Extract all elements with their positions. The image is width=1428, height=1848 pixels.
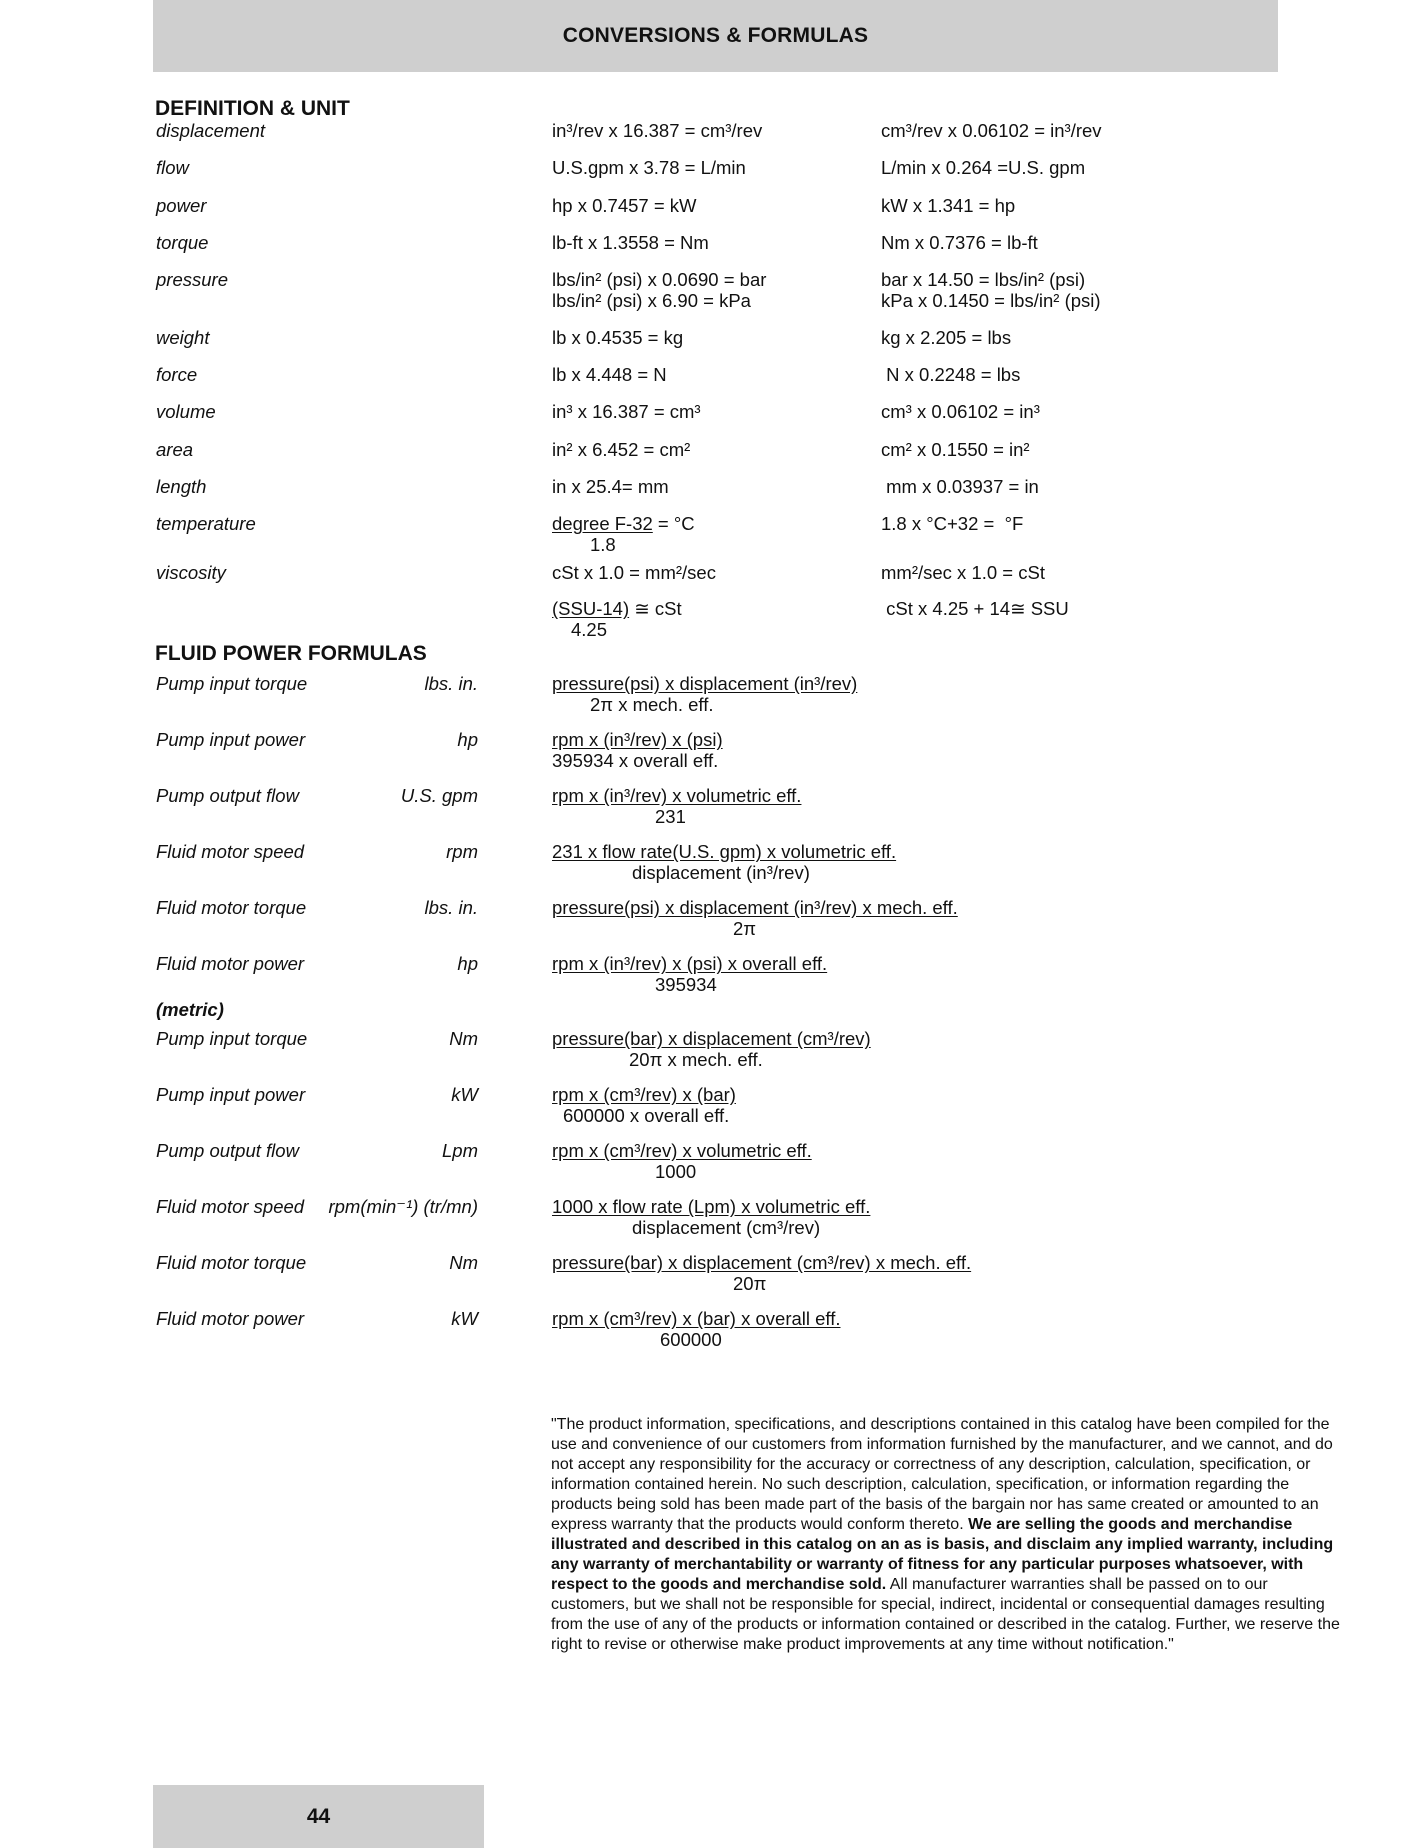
formula-unit: Lpm [442, 1140, 478, 1161]
conversion-us-to-metric: cSt x 1.0 = mm²/sec [552, 562, 716, 583]
formula [552, 1252, 971, 1294]
formula [552, 729, 723, 771]
conversion-us-to-metric [552, 513, 695, 555]
conversion-us-to-metric: U.S.gpm x 3.78 = L/min [552, 157, 746, 178]
formula-denominator: displacement (cm³/rev) [632, 1217, 821, 1238]
formula-numerator: pressure(bar) x displacement (cm³/rev) x mech. eff. [552, 1252, 972, 1273]
definition-label: force [156, 364, 198, 385]
definition-label: power [156, 195, 207, 216]
conversion-metric-to-us [881, 269, 1101, 311]
conversion-metric-to-us: cm³ x 0.06102 = in³ [881, 401, 1040, 422]
formula-label: Fluid motor power [156, 953, 305, 974]
formula [552, 673, 857, 715]
definition-label: displacement [156, 120, 266, 141]
disclaimer-text [551, 1415, 1341, 1655]
formula-denominator: 600000 x overall eff. [563, 1105, 730, 1126]
formula-denominator: displacement (in³/rev) [632, 862, 810, 883]
definition-label: flow [156, 157, 189, 178]
formula-result: ≅ cSt [629, 598, 682, 619]
conversion-metric-to-us: L/min x 0.264 =U.S. gpm [881, 157, 1086, 178]
formula-numerator: rpm x (cm³/rev) x (bar) [552, 1084, 736, 1105]
formula-result: = °C [652, 513, 695, 534]
formula-numerator: pressure(psi) x displacement (in³/rev) x mech. eff. [552, 897, 958, 918]
page-title: CONVERSIONS & FORMULAS [562, 24, 869, 47]
formula-label: Fluid motor power [156, 1308, 305, 1329]
formula-numerator: rpm x (cm³/rev) x (bar) x overall eff. [552, 1308, 841, 1329]
page-header [153, 0, 1278, 72]
formula-unit: kW [451, 1308, 478, 1329]
formula-label: Fluid motor torque [156, 1252, 307, 1273]
conversion-us-to-metric: in² x 6.452 = cm² [552, 439, 691, 460]
formula-unit: hp [457, 953, 478, 974]
conversion-us-to-metric: lb x 0.4535 = kg [552, 327, 684, 348]
definition-label: viscosity [156, 562, 226, 583]
formula-denominator: 1000 [655, 1161, 697, 1182]
formula [552, 1084, 736, 1126]
definition-section-title: DEFINITION & UNIT [155, 97, 350, 120]
conversion-line: lbs/in² (psi) x 0.0690 = bar [552, 269, 767, 290]
formula-denominator: 20π [733, 1273, 767, 1294]
formula-label: Fluid motor torque [156, 897, 307, 918]
disclaimer-bold-part: We are selling the goods and merchandise illustrated and described in this catalog on an as is basis, and disclaim any implied warranty, including any warranty of merchantability or warranty of fitness for any particular purposes whatsoever, with respect to the goods and merchandise sold. [551, 1516, 1334, 1593]
conversion-metric-to-us: Nm x 0.7376 = lb-ft [881, 232, 1038, 253]
formula [552, 1140, 812, 1182]
formula-denominator: 1.8 [590, 534, 616, 555]
conversion-metric-to-us: mm x 0.03937 = in [881, 476, 1039, 497]
conversion-us-to-metric: lb x 4.448 = N [552, 364, 667, 385]
formula-numerator: rpm x (cm³/rev) x volumetric eff. [552, 1140, 812, 1161]
formula-unit: lbs. in. [424, 673, 478, 694]
conversion-us-to-metric [552, 269, 766, 311]
metric-label: (metric) [156, 999, 224, 1020]
formula-label: Pump input power [156, 729, 306, 750]
formula-numerator: pressure(bar) x displacement (cm³/rev) [552, 1028, 871, 1049]
formula-denominator: 20π x mech. eff. [629, 1049, 763, 1070]
definition-label: temperature [156, 513, 256, 534]
conversion-line: lbs/in² (psi) x 6.90 = kPa [552, 290, 751, 311]
conversion-metric-to-us: N x 0.2248 = lbs [881, 364, 1021, 385]
conversion-metric-to-us: cSt x 4.25 + 14≅ SSU [881, 598, 1069, 619]
formula-label: Pump input power [156, 1084, 306, 1105]
disclaimer-part: All manufacturer warranties shall be passed on to our customers, but we shall not be responsible for special, indirect, incidental or consequential damages resulting from the use of any of the products or information contained or described in the catalog. Further, we reserve the right to revise or otherwise make product improvements at any time without notification." [551, 1576, 1340, 1653]
formula-denominator: 2π x mech. eff. [590, 694, 714, 715]
definition-label: weight [156, 327, 210, 348]
conversion-metric-to-us: 1.8 x °C+32 = °F [881, 513, 1024, 534]
conversion-metric-to-us: mm²/sec x 1.0 = cSt [881, 562, 1045, 583]
disclaimer-part: "The product information, specifications, and descriptions contained in this catalog have been compiled for the use and convenience of our customers from information furnished by the manufacturer, and we cannot, and do not accept any responsibility for the accuracy or correctness of any description, calculation, specification, or information contained herein. No such description, calculation, specification, or information regarding the products being sold has been made part of the basis of the bargain nor has same created or amounted to an express warranty that the products would conform thereto. [551, 1416, 1333, 1533]
conversion-metric-to-us: kg x 2.205 = lbs [881, 327, 1012, 348]
formula [552, 1308, 841, 1350]
formula-label: Pump input torque [156, 673, 308, 694]
formula-unit: Nm [449, 1028, 478, 1049]
conversion-metric-to-us: cm² x 0.1550 = in² [881, 439, 1030, 460]
definition-label: length [156, 476, 207, 497]
formula-denominator: 4.25 [571, 619, 608, 640]
conversion-metric-to-us: kW x 1.341 = hp [881, 195, 1016, 216]
formula-unit: U.S. gpm [400, 785, 478, 806]
formula-denominator: 395934 [655, 974, 717, 995]
conversion-line: kPa x 0.1450 = lbs/in² (psi) [881, 290, 1101, 311]
conversion-us-to-metric: hp x 0.7457 = kW [552, 195, 697, 216]
formula-unit: kW [451, 1084, 478, 1105]
conversion-us-to-metric: in x 25.4= mm [552, 476, 669, 497]
definition-label: torque [156, 232, 209, 253]
page-number: 44 [306, 1804, 331, 1828]
formula-label: Fluid motor speed [156, 1196, 305, 1217]
definition-label: area [156, 439, 194, 460]
formula [552, 1196, 870, 1238]
formula-label: Fluid motor speed [156, 841, 305, 862]
formula [552, 841, 896, 883]
formula-numerator: rpm x (in³/rev) x (psi) [552, 729, 723, 750]
formula-numerator: (SSU-14) [552, 598, 630, 619]
formula [552, 953, 827, 995]
conversion-metric-to-us: cm³/rev x 0.06102 = in³/rev [881, 120, 1102, 141]
formula-denominator: 2π [733, 918, 757, 939]
definition-label: volume [156, 401, 216, 422]
formula-denominator: 600000 [660, 1329, 722, 1350]
conversion-us-to-metric: in³/rev x 16.387 = cm³/rev [552, 120, 763, 141]
definition-label: pressure [156, 269, 228, 290]
conversion-line: bar x 14.50 = lbs/in² (psi) [881, 269, 1086, 290]
conversion-us-to-metric: in³ x 16.387 = cm³ [552, 401, 701, 422]
formula-numerator: rpm x (in³/rev) x volumetric eff. [552, 785, 802, 806]
formula-unit: hp [457, 729, 478, 750]
formula [552, 897, 958, 939]
formula-numerator: 1000 x flow rate (Lpm) x volumetric eff. [552, 1196, 871, 1217]
fluid-power-section-title: FLUID POWER FORMULAS [155, 642, 427, 665]
conversion-us-to-metric [552, 598, 682, 640]
formula-numerator: rpm x (in³/rev) x (psi) x overall eff. [552, 953, 828, 974]
formula-unit: rpm(min⁻¹) (tr/mn) [328, 1196, 478, 1217]
conversion-us-to-metric: lb-ft x 1.3558 = Nm [552, 232, 709, 253]
formula-denominator: 231 [655, 806, 686, 827]
formula-label: Pump output flow [156, 1140, 299, 1161]
page-footer [153, 1785, 484, 1848]
formula-numerator: degree F-32 [552, 513, 653, 534]
formula-label: Pump input torque [156, 1028, 308, 1049]
formula-denominator: 395934 x overall eff. [552, 750, 719, 771]
formula [552, 785, 801, 827]
formula [552, 1028, 871, 1070]
formula-unit: rpm [446, 841, 478, 862]
formula-numerator: pressure(psi) x displacement (in³/rev) [552, 673, 858, 694]
formula-label: Pump output flow [156, 785, 299, 806]
formula-numerator: 231 x flow rate(U.S. gpm) x volumetric eff. [552, 841, 897, 862]
formula-unit: lbs. in. [424, 897, 478, 918]
formula-unit: Nm [449, 1252, 478, 1273]
